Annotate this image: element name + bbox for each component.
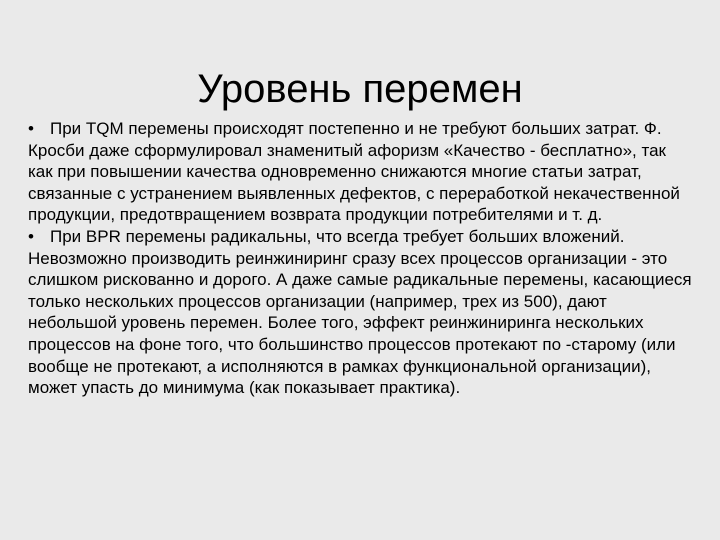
bullet-item-tqm — [28, 118, 692, 226]
bullet-marker: • — [28, 119, 34, 138]
bullet-text: При TQM перемены происходят постепенно и не требуют больших затрат. Ф. Кросби даже сформулировал знаменитый афоризм «Качество - бесплатно», так как при повышении качества одновременно снижаются многие статьи затрат, связанные с устранением выявленных дефектов, с переработкой некачественной продукции, предотвращением возврата продукции потребителями и т. д. — [28, 119, 680, 225]
bullet-text: При BPR перемены радикальны, что всегда требует больших вложений. Невозможно производить реинжиниринг сразу всех процессов организации - это слишком рискованно и дорого. А даже самые радикальные перемены, касающиеся только нескольких процессов организации (например, трех из 500), дают небольшой уровень перемен. Более того, эффект реинжиниринга нескольких процессов на фоне того, что большинство процессов протекают по -старому (или вообще не протекают, а исполняются в рамках функциональной организации), может упасть до минимума (как показывает практика). — [28, 226, 692, 398]
bullet-item-bpr — [28, 226, 692, 399]
slide-body — [28, 118, 692, 399]
bullet-marker: • — [28, 226, 34, 246]
slide-title: Уровень перемен — [197, 66, 523, 111]
